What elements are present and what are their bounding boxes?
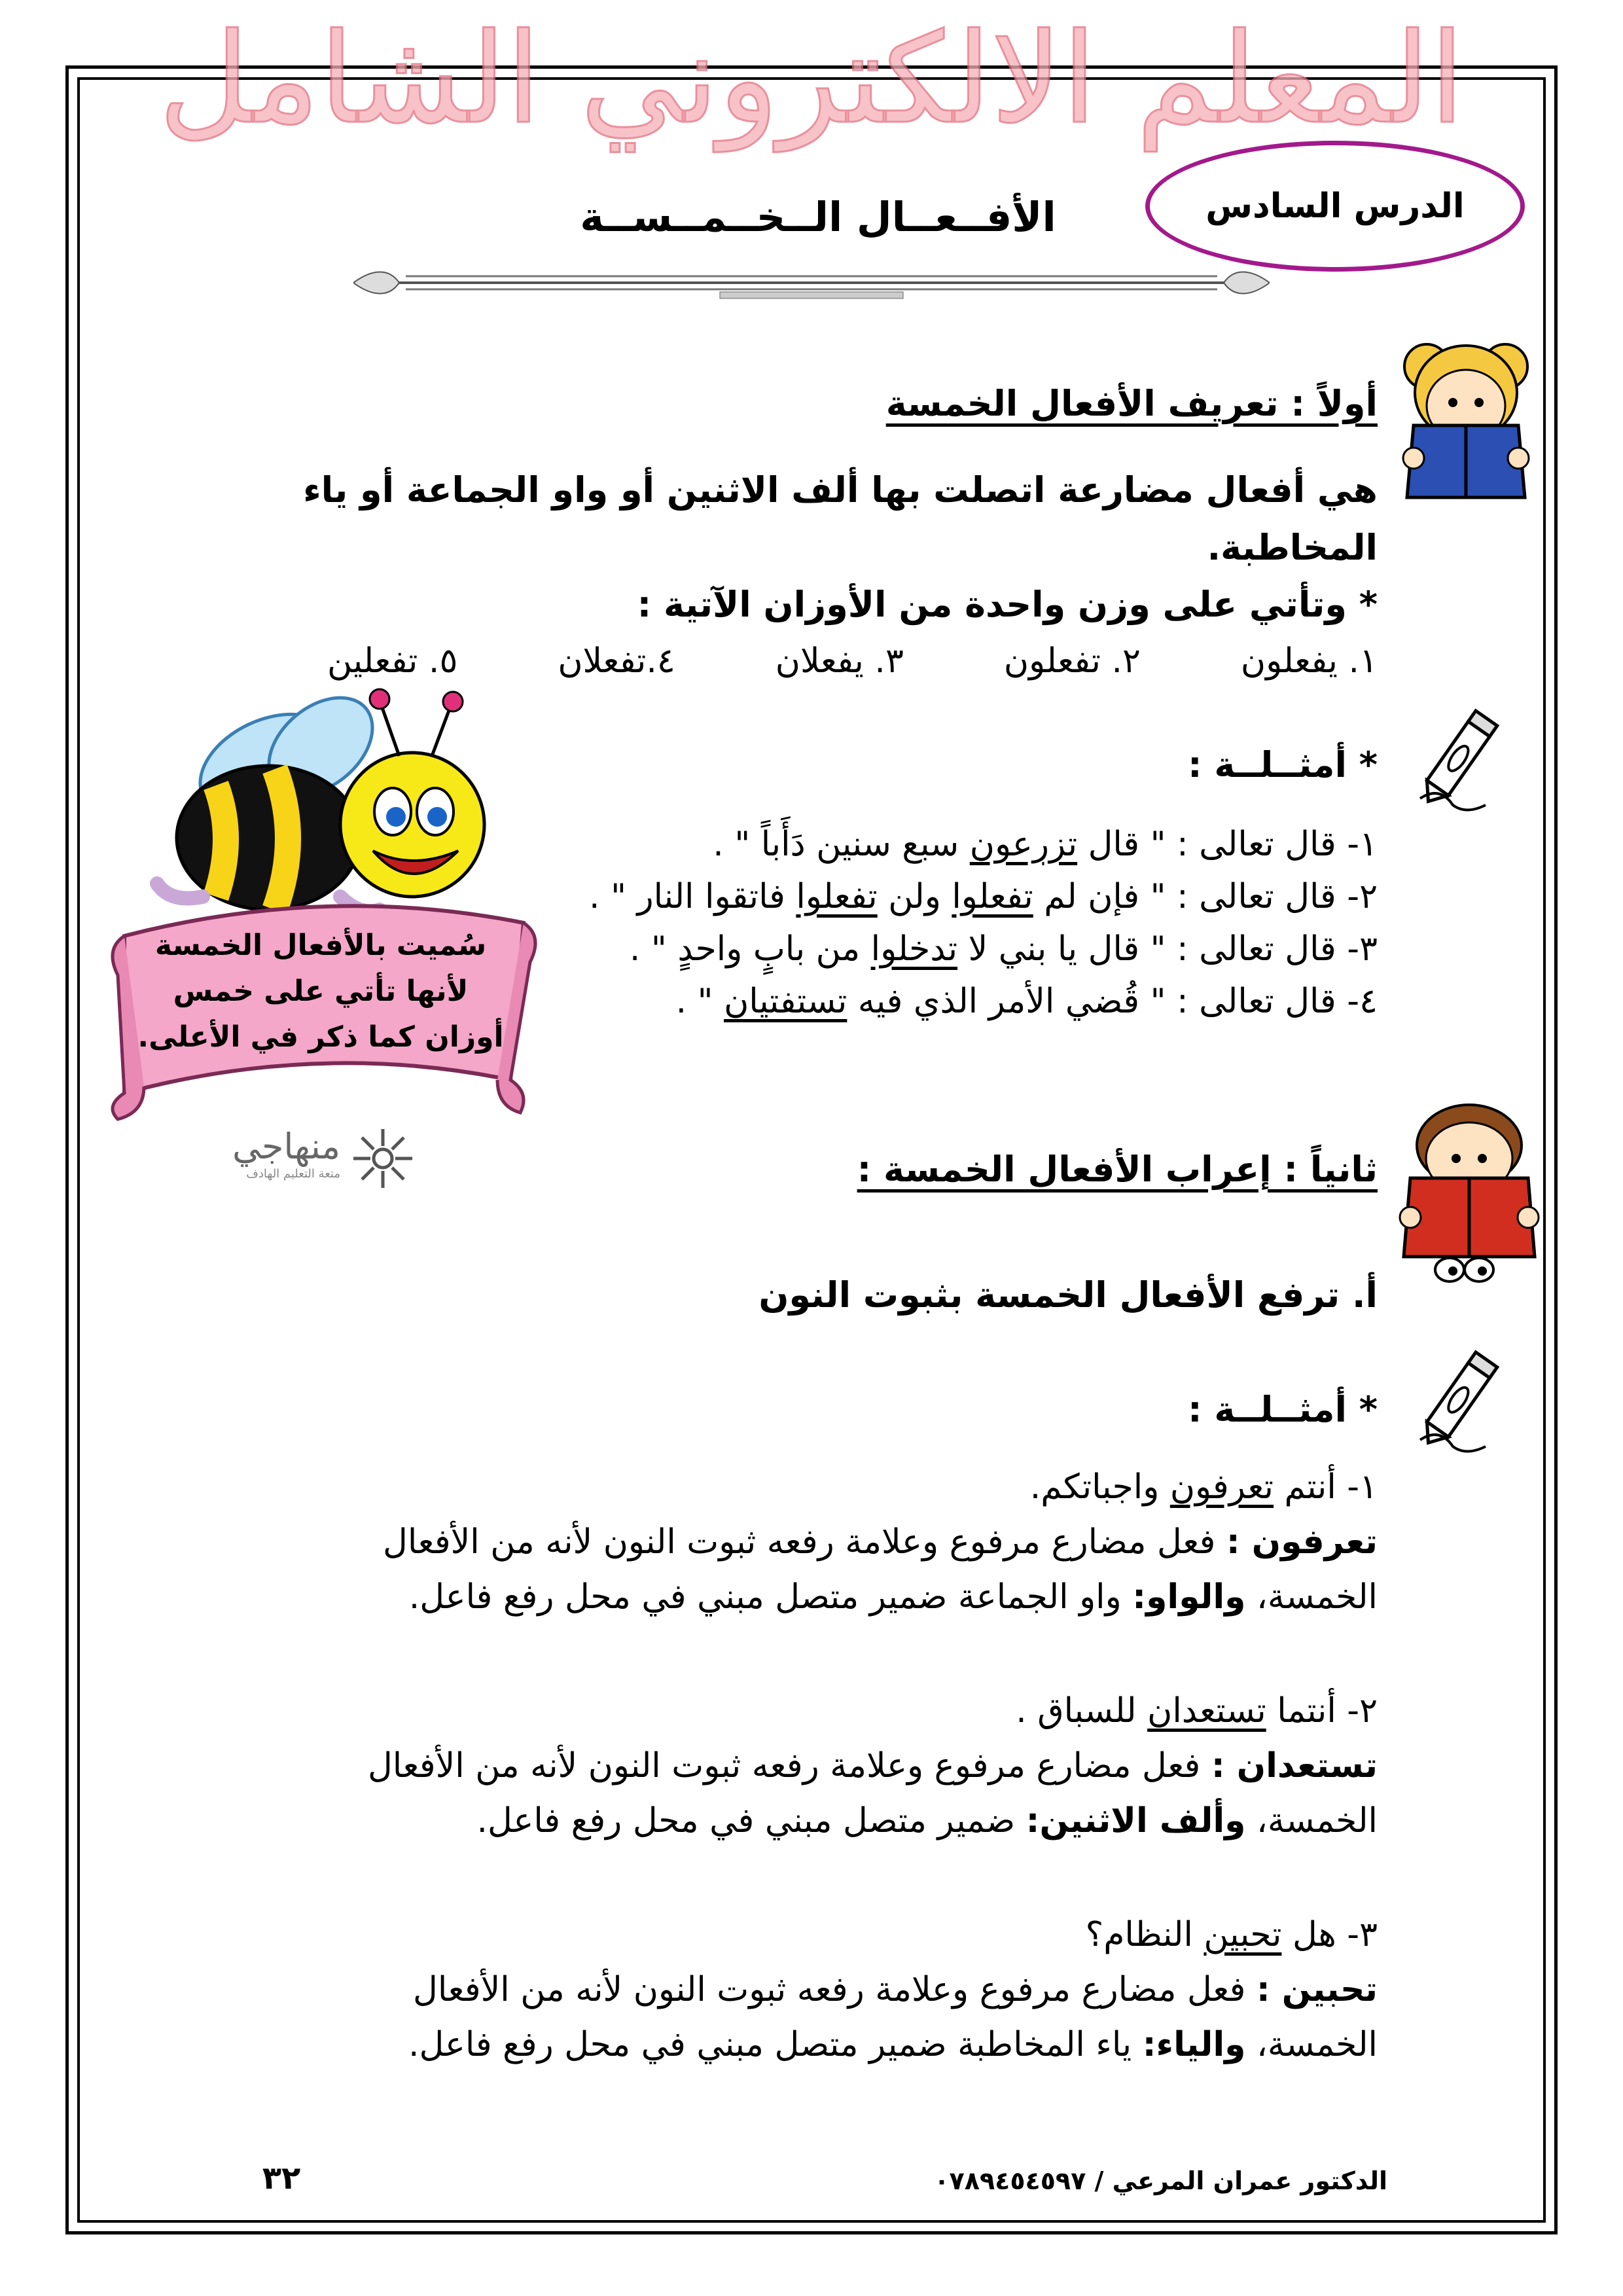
example-line: ٣- قال تعالى : " قال يا بني لا تدخلوا من بابٍ واحدٍ " . <box>629 929 1378 969</box>
parsing-line: تعرفون : فعل مضارع مرفوع وعلامة رفعه ثبوت النون لأنه من الأفعال <box>383 1522 1378 1562</box>
manhaji-logo-icon <box>347 1122 419 1194</box>
boy-reading-icon <box>1387 1093 1551 1289</box>
ribbon-note-line: لأنها تأتي على خمس <box>173 975 469 1008</box>
parsing-sentence: ٢- أنتما تستعدان للسباق . <box>1016 1691 1378 1731</box>
parsing-line: تحبين : فعل مضارع مرفوع وعلامة رفعه ثبوت النون لأنه من الأفعال <box>413 1970 1378 2009</box>
example-line: ٢- قال تعالى : " فإن لم تفعلوا ولن تفعلوا فاتقوا النار " . <box>589 877 1378 916</box>
example-line: ١- قال تعالى : " قال تزرعون سبع سنين دَأَباً " . <box>713 825 1378 864</box>
ribbon-note-line: سُميت بالأفعال الخمسة <box>154 929 487 962</box>
definition-line-2: المخاطبة. <box>1207 527 1378 568</box>
definition-text <box>275 461 1378 577</box>
pencil-icon <box>1400 700 1518 818</box>
five-verb: تدخلوا <box>870 929 958 969</box>
weights-intro: * وتأتي على وزن واحدة من الأوزان الآتية : <box>637 584 1378 625</box>
parsing-term: تحبين : <box>1256 1970 1378 2009</box>
weights-list <box>327 632 1378 691</box>
pencil-icon <box>1400 1342 1518 1460</box>
five-verb: تستعدان <box>1147 1691 1266 1731</box>
ribbon-note <box>124 923 517 1060</box>
five-verb: تزرعون <box>969 825 1078 864</box>
spacer <box>249 1848 1378 1907</box>
parsing-term: تستعدان : <box>1211 1746 1378 1785</box>
parsing-term: والياء: <box>1142 2025 1246 2064</box>
five-verb: تعرفون <box>1169 1467 1274 1507</box>
watermark-text: المعلم الالكتروني الشامل <box>158 7 1465 151</box>
weight-item: ٤.تفعلان <box>558 641 675 681</box>
page-title: الأفــعــال الــخــمــســة <box>580 193 1056 241</box>
weight-item: ٥. تفعلين <box>327 641 458 681</box>
weight-item: ٣. يفعلان <box>775 641 904 681</box>
spacer <box>249 1624 1378 1683</box>
parsing-term: والواو: <box>1132 1577 1246 1617</box>
examples-heading-1: * أمثــلــة : <box>1187 744 1378 785</box>
parsing-item <box>249 1907 1378 2072</box>
logo-tagline: متعة التعليم الهادف <box>246 1167 340 1181</box>
parsing-sentence: ١- أنتم تعرفون واجباتكم. <box>1029 1467 1378 1507</box>
parsing-list <box>249 1460 1378 2072</box>
parsing-item <box>249 1683 1378 1848</box>
page-number: ٣٢ <box>262 2160 301 2197</box>
parsing-item <box>249 1460 1378 1624</box>
section1-heading-text: أولاً : تعريف الأفعال الخمسة <box>885 383 1378 424</box>
parsing-line: الخمسة، والواو: واو الجماعة ضمير متصل مبني في محل رفع فاعل. <box>408 1577 1378 1617</box>
section2-heading <box>589 1149 1378 1190</box>
five-verb: تفعلوا <box>796 877 878 916</box>
examples-list-1 <box>510 818 1378 1028</box>
five-verb: تفعلوا <box>952 877 1033 916</box>
examples-heading-2: * أمثــلــة : <box>1187 1389 1378 1430</box>
lesson-badge <box>1145 141 1525 272</box>
parsing-term: تعرفون : <box>1226 1522 1378 1562</box>
lesson-badge-label: الدرس السادس <box>1205 187 1465 226</box>
five-verb: تحبين <box>1204 1915 1282 1954</box>
five-verb: تستفتيان <box>724 982 847 1021</box>
section1-heading <box>589 383 1378 424</box>
weight-item: ٢. تفعلون <box>1003 641 1141 681</box>
manhaji-logo <box>216 1126 340 1181</box>
parsing-sentence: ٣- هل تحبين النظام؟ <box>1085 1915 1378 1954</box>
section2-subheading: أ. ترفع الأفعال الخمسة بثبوت النون <box>758 1274 1378 1316</box>
ribbon-note-line: أوزان كما ذكر في الأعلى. <box>137 1020 504 1054</box>
parsing-line: تستعدان : فعل مضارع مرفوع وعلامة رفعه ثبوت النون لأنه من الأفعال <box>368 1746 1378 1785</box>
bee-mascot-icon <box>105 687 550 1132</box>
girl-reading-icon <box>1387 327 1544 504</box>
example-line: ٤- قال تعالى : " قُضي الأمر الذي فيه تستفتيان " . <box>675 982 1378 1021</box>
section2-heading-text: ثانياً : إعراب الأفعال الخمسة : <box>857 1149 1378 1190</box>
logo-name: منهاجي <box>232 1126 340 1167</box>
parsing-line: الخمسة، وألف الاثنين: ضمير متصل مبني في محل رفع فاعل. <box>476 1801 1378 1840</box>
footer-author: الدكتور عمران المرعي / ٠٧٨٩٤٥٤٥٩٧ <box>934 2166 1387 2195</box>
definition-line-1: هي أفعال مضارعة اتصلت بها ألف الاثنين أو واو الجماعة أو ياء <box>303 469 1378 511</box>
weight-item: ١. يفعلون <box>1240 641 1378 681</box>
ornament-divider <box>353 262 1270 301</box>
parsing-line: الخمسة، والياء: ياء المخاطبة ضمير متصل مبني في محل رفع فاعل. <box>408 2025 1378 2064</box>
parsing-term: وألف الاثنين: <box>1026 1801 1246 1840</box>
